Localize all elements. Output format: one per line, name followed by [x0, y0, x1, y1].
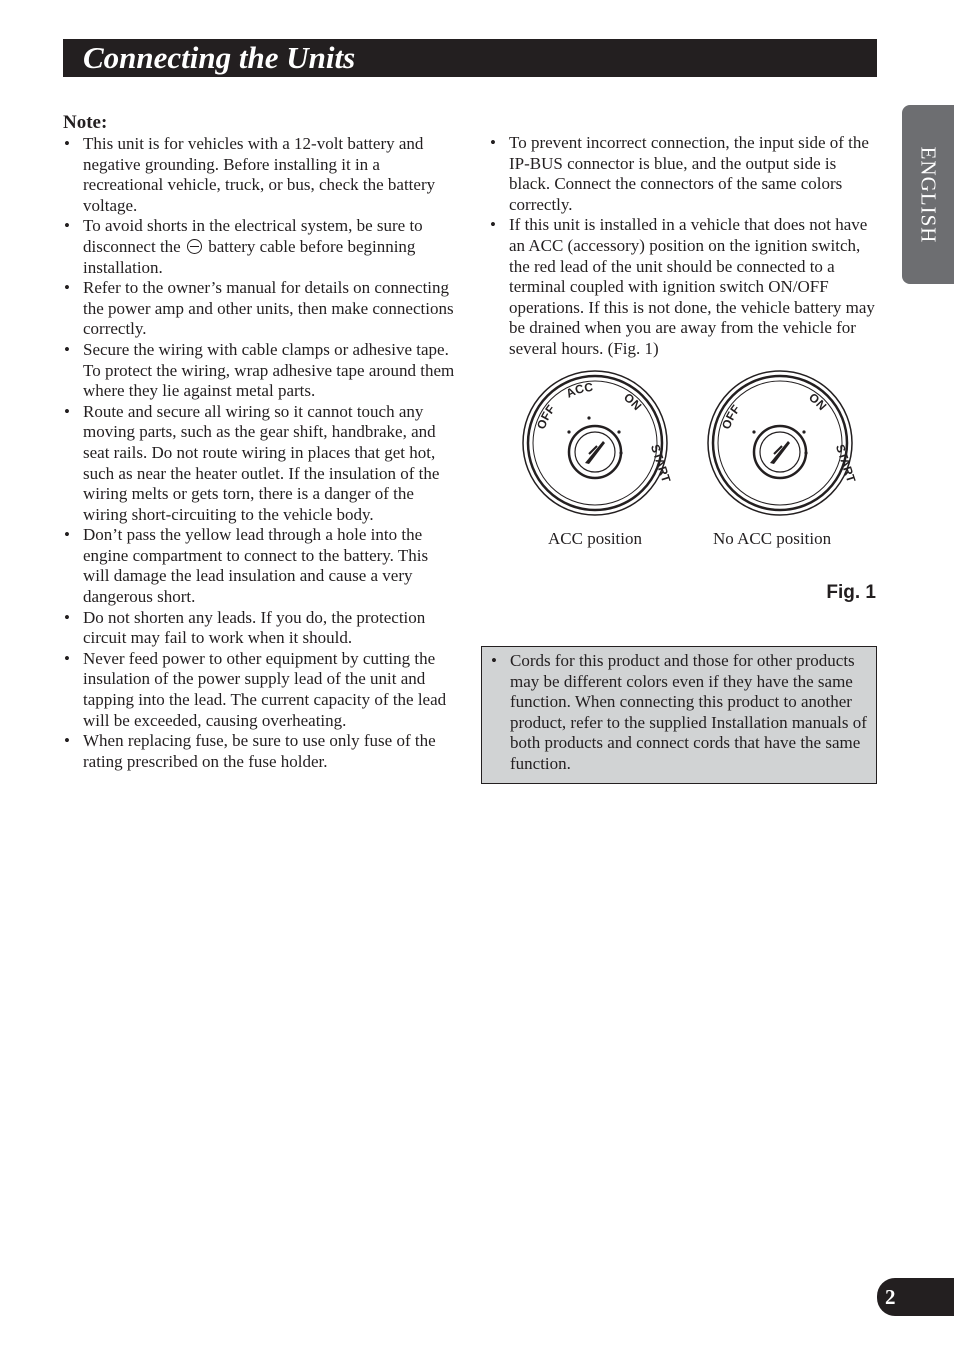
- note-list: [63, 134, 455, 772]
- note-item: • Refer to the owner’s manual for details on connecting the power amp and other units, then make connections correctly.: [63, 278, 455, 340]
- language-tab: [902, 105, 954, 284]
- title-bar: [63, 39, 877, 77]
- page-title: Connecting the Units: [83, 40, 356, 75]
- language-tab-label: ENGLISH: [916, 146, 941, 243]
- note-item: • This unit is for vehicles with a 12-volt battery and negative grounding. Before installing it in a recreational vehicle, truck, or bus, check the battery voltage.: [63, 134, 455, 216]
- right-column: [489, 133, 877, 360]
- note-item: • To prevent incorrect connection, the input side of the IP-BUS connector is blue, and the output side is black. Connect the connectors of the same colors correctly.: [489, 133, 877, 215]
- note-item: • When replacing fuse, be sure to use only fuse of the rating prescribed on the fuse holder.: [63, 731, 455, 772]
- note-item: • Never feed power to other equipment by cutting the insulation of the power supply lead of the unit and tapping into the lead. The current capacity of the lead will be exceeded, causing overheating.: [63, 649, 455, 731]
- note-item: • Route and secure all wiring so it cannot touch any moving parts, such as the gear shift, handbrake, and seat rails. Do not route wiring in places that get hot, such as near the heater outlet. If the insulation of the wiring melts or gets torn, there is a danger of the wiring short-circuiting to the vehicle body.: [63, 402, 455, 526]
- note-label: Note:: [63, 112, 108, 133]
- page-number: 2: [885, 1285, 896, 1309]
- acc-switch-markings: OFF: [534, 402, 558, 432]
- ignition-switch-diagram: [519, 366, 877, 526]
- acc-switch-icon: [523, 371, 674, 515]
- acc-switch-markings: ON: [621, 390, 645, 414]
- right-note-list: [489, 133, 877, 360]
- note-item-text-after: battery cable before beginning installation.: [83, 236, 416, 277]
- no-acc-switch-markings: OFF: [719, 402, 743, 432]
- no-acc-switch-icon: [708, 371, 859, 515]
- note-item-text-before: To avoid shorts in the electrical system, be sure to disconnect the: [83, 216, 423, 256]
- note-item: [63, 216, 455, 278]
- note-item: • Don’t pass the yellow lead through a hole into the engine compartment to connect to the battery. This will damage the lead insulation and cause a very dangerous short.: [63, 525, 455, 607]
- no-acc-switch-markings: START: [832, 442, 859, 485]
- acc-position-caption: ACC position: [548, 529, 642, 548]
- battery-minus-terminal-icon: [187, 239, 202, 254]
- notice-list: [490, 651, 868, 775]
- figure-1: [519, 366, 877, 606]
- notice-box: [481, 646, 877, 784]
- no-acc-switch-markings: ON: [806, 390, 830, 414]
- note-item: • Secure the wiring with cable clamps or adhesive tape. To protect the wiring, wrap adhesive tape around them where they lie against metal parts.: [63, 340, 455, 402]
- page-number-tab: [877, 1278, 954, 1316]
- acc-switch-markings: ACC: [563, 379, 594, 401]
- left-column: [63, 112, 455, 772]
- no-acc-position-caption: No ACC position: [713, 529, 832, 548]
- figure-label: Fig. 1: [826, 582, 876, 603]
- note-item: • Do not shorten any leads. If you do, the protection circuit may fail to work when it should.: [63, 608, 455, 649]
- acc-switch-markings: START: [647, 442, 674, 485]
- note-item: • If this unit is installed in a vehicle that does not have an ACC (accessory) position on the ignition switch, the red lead of the unit should be connected to a terminal coupled with ignition switch ON/OFF operations. If this is not done, the vehicle battery may be drained when you are away from the vehicle for several hours. (Fig. 1): [489, 215, 877, 359]
- notice-item: • Cords for this product and those for other products may be different colors even if they have the same function. When connecting this product to another product, refer to the supplied Installation manuals of both products and connect cords that have the same function.: [490, 651, 868, 775]
